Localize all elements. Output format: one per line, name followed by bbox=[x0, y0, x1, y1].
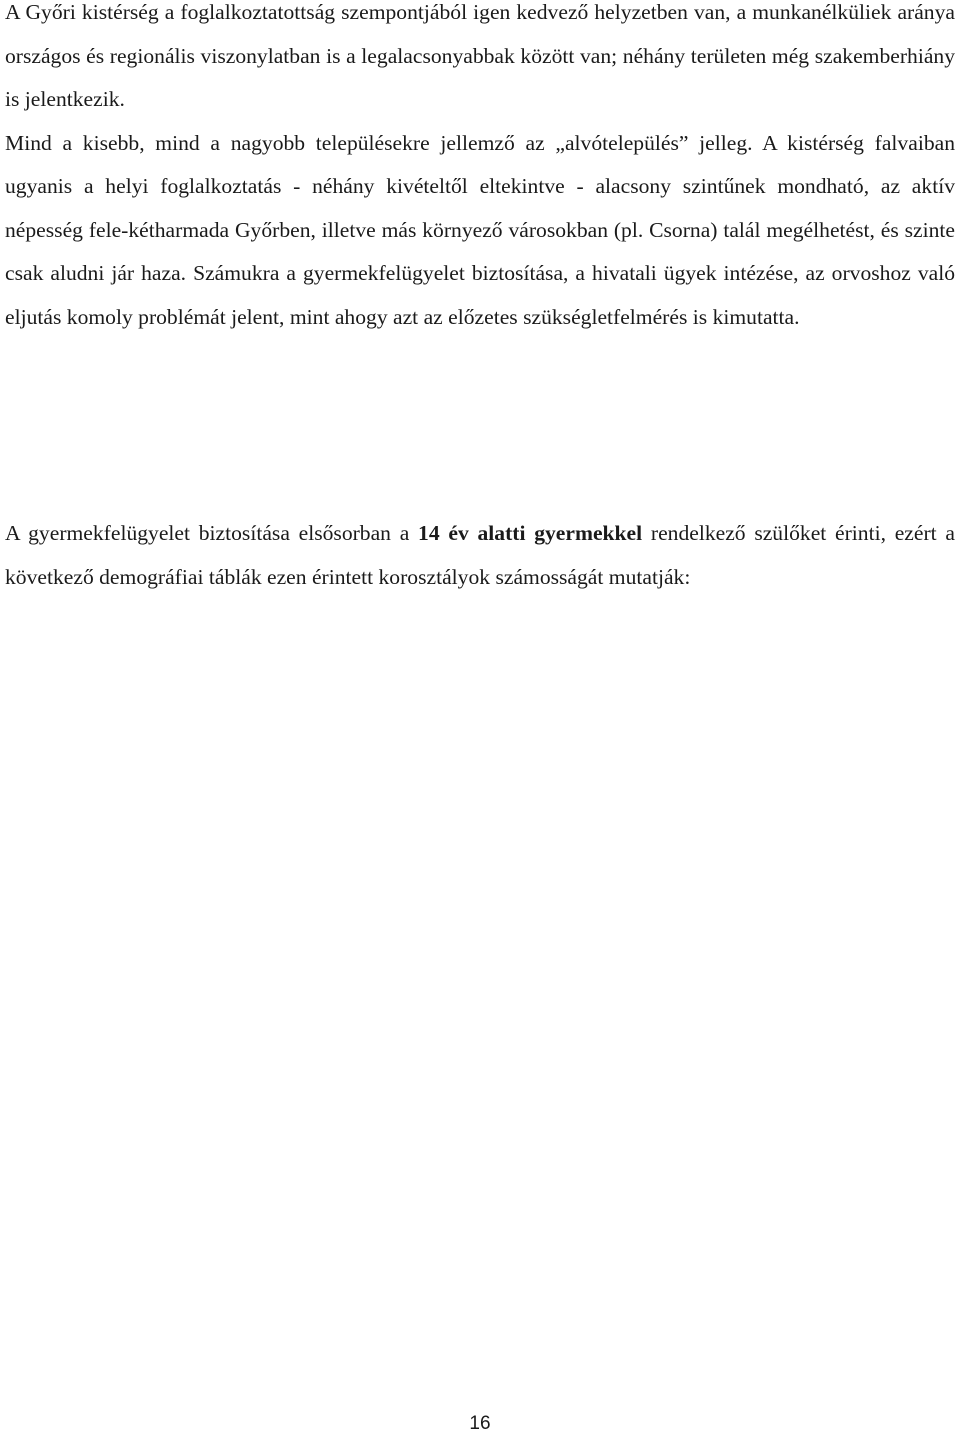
paragraph-childcare-highlight: 14 év alatti gyermekkel bbox=[418, 521, 643, 545]
paragraph-childcare bbox=[5, 512, 955, 599]
paragraph-intro-sentence-2: Mind a kisebb, mind a nagyobb településekre jellemző az „alvótelepülés” jelleg. A kistérség falvaiban ugyanis a helyi foglalkoztatás - néhány kivételtől eltekintve - alacsony szintűnek mondható, az aktív népesség fele-kétharmada Győrben, illetve más környező városokban (pl. Csorna) talál megélhetést, és szinte csak aludni jár haza. Számukra a gyermekfelügyelet biztosítása, a hivatali ügyek intézése, az orvoshoz való eljutás komoly problémát jelent, mint ahogy azt az előzetes szükségletfelmérés is kimutatta. bbox=[5, 130, 955, 329]
paragraph-childcare-before: A gyermekfelügyelet biztosítása elsősorban a bbox=[5, 521, 410, 545]
page-number: 16 bbox=[469, 1413, 491, 1434]
paragraph-childcare-after: rendelkező szülőket érinti, ezért a következő demográfiai táblák ezen érintett korosztályok számosságát mutatják: bbox=[5, 521, 955, 589]
paragraph-intro-sentence-1: A Győri kistérség a foglalkoztatottság szempontjából igen kedvező helyzetben van, a munkanélküliek aránya országos és regionális viszonylatban is a legalacsonyabbak között van; néhány területen még szakemberhiány is jelentkezik. bbox=[5, 0, 955, 111]
paragraph-intro bbox=[5, 0, 955, 339]
